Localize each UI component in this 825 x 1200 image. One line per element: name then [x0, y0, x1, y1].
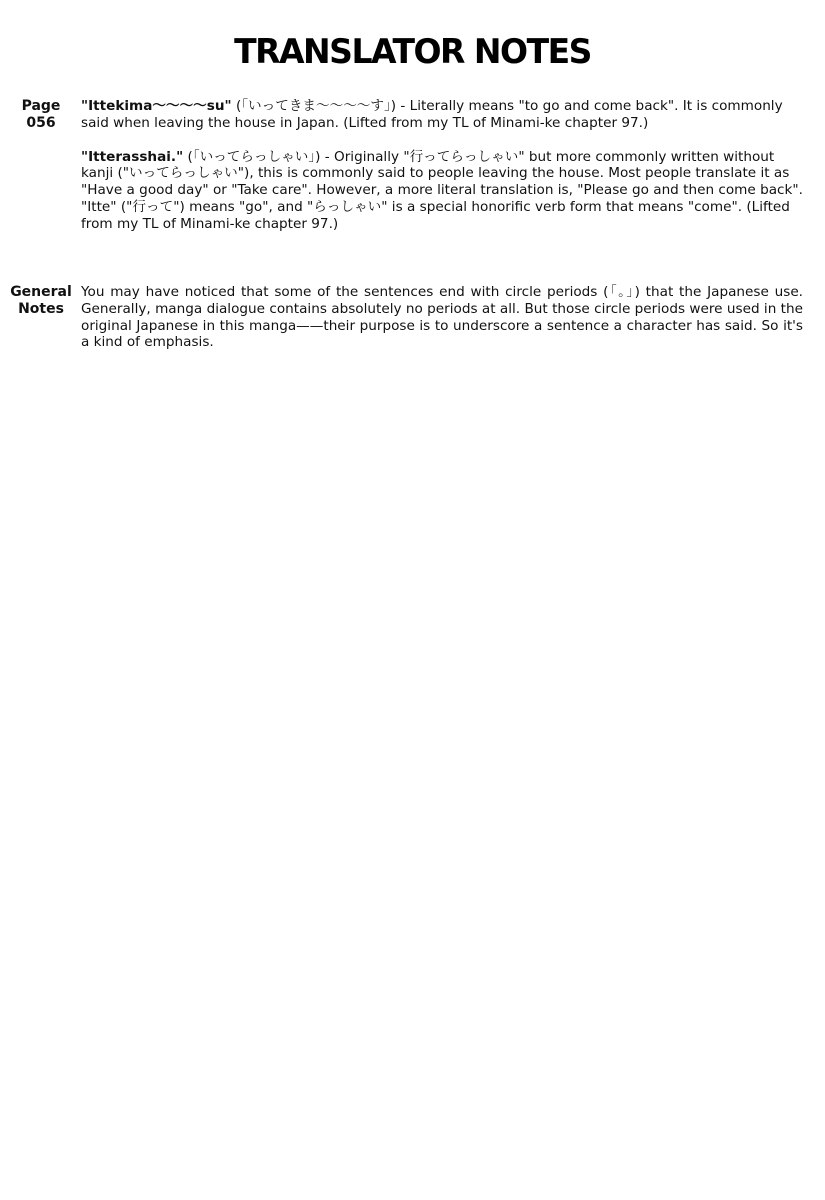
note-itterasshai [81, 149, 803, 233]
general-notes-label [6, 284, 76, 318]
label-line1: Page [21, 98, 61, 114]
label-line2: 056 [26, 115, 56, 131]
page-056-notes [81, 98, 803, 233]
page-title: TRANSLATOR NOTES [234, 31, 591, 72]
label-line2: Notes [18, 301, 64, 317]
page-056-label [6, 98, 76, 132]
note-term: "Itterasshai." [81, 148, 184, 165]
label-line1: General [10, 284, 72, 300]
general-note-text: You may have noticed that some of the sentences end with circle periods (「。」) that the Japanese use. Generally, manga dialogue contains absolutely no periods at all. But those circle periods were used in the original Japanese in this manga——their purpose is to underscore a sentence a character has said. So it's a kind of emphasis. [81, 284, 803, 351]
note-text: (「いってらっしゃい」) - Originally "行ってらっしゃい" but more commonly written without kanji ("いってらっしゃい"), this is commonly said to people leaving the house. Most people translate it as "Have a good day" or "Take care". However, a more literal translation is, "Please go and then come back". "Itte" ("行って") means "go", and "らっしゃい" is a special honorific verb form that means "come". (Lifted from my TL of Minami-ke chapter 97.) [81, 148, 803, 232]
note-term: "Ittekima〜〜〜〜su" [81, 98, 232, 114]
note-ittekimasu [81, 98, 803, 132]
note-text: (「いってきま〜〜〜〜す」) - Literally means "to go and come back". It is commonly said when leaving the house in Japan. (Lifted from my TL of Minami-ke chapter 97.) [81, 98, 783, 131]
general-notes-content [81, 284, 803, 351]
